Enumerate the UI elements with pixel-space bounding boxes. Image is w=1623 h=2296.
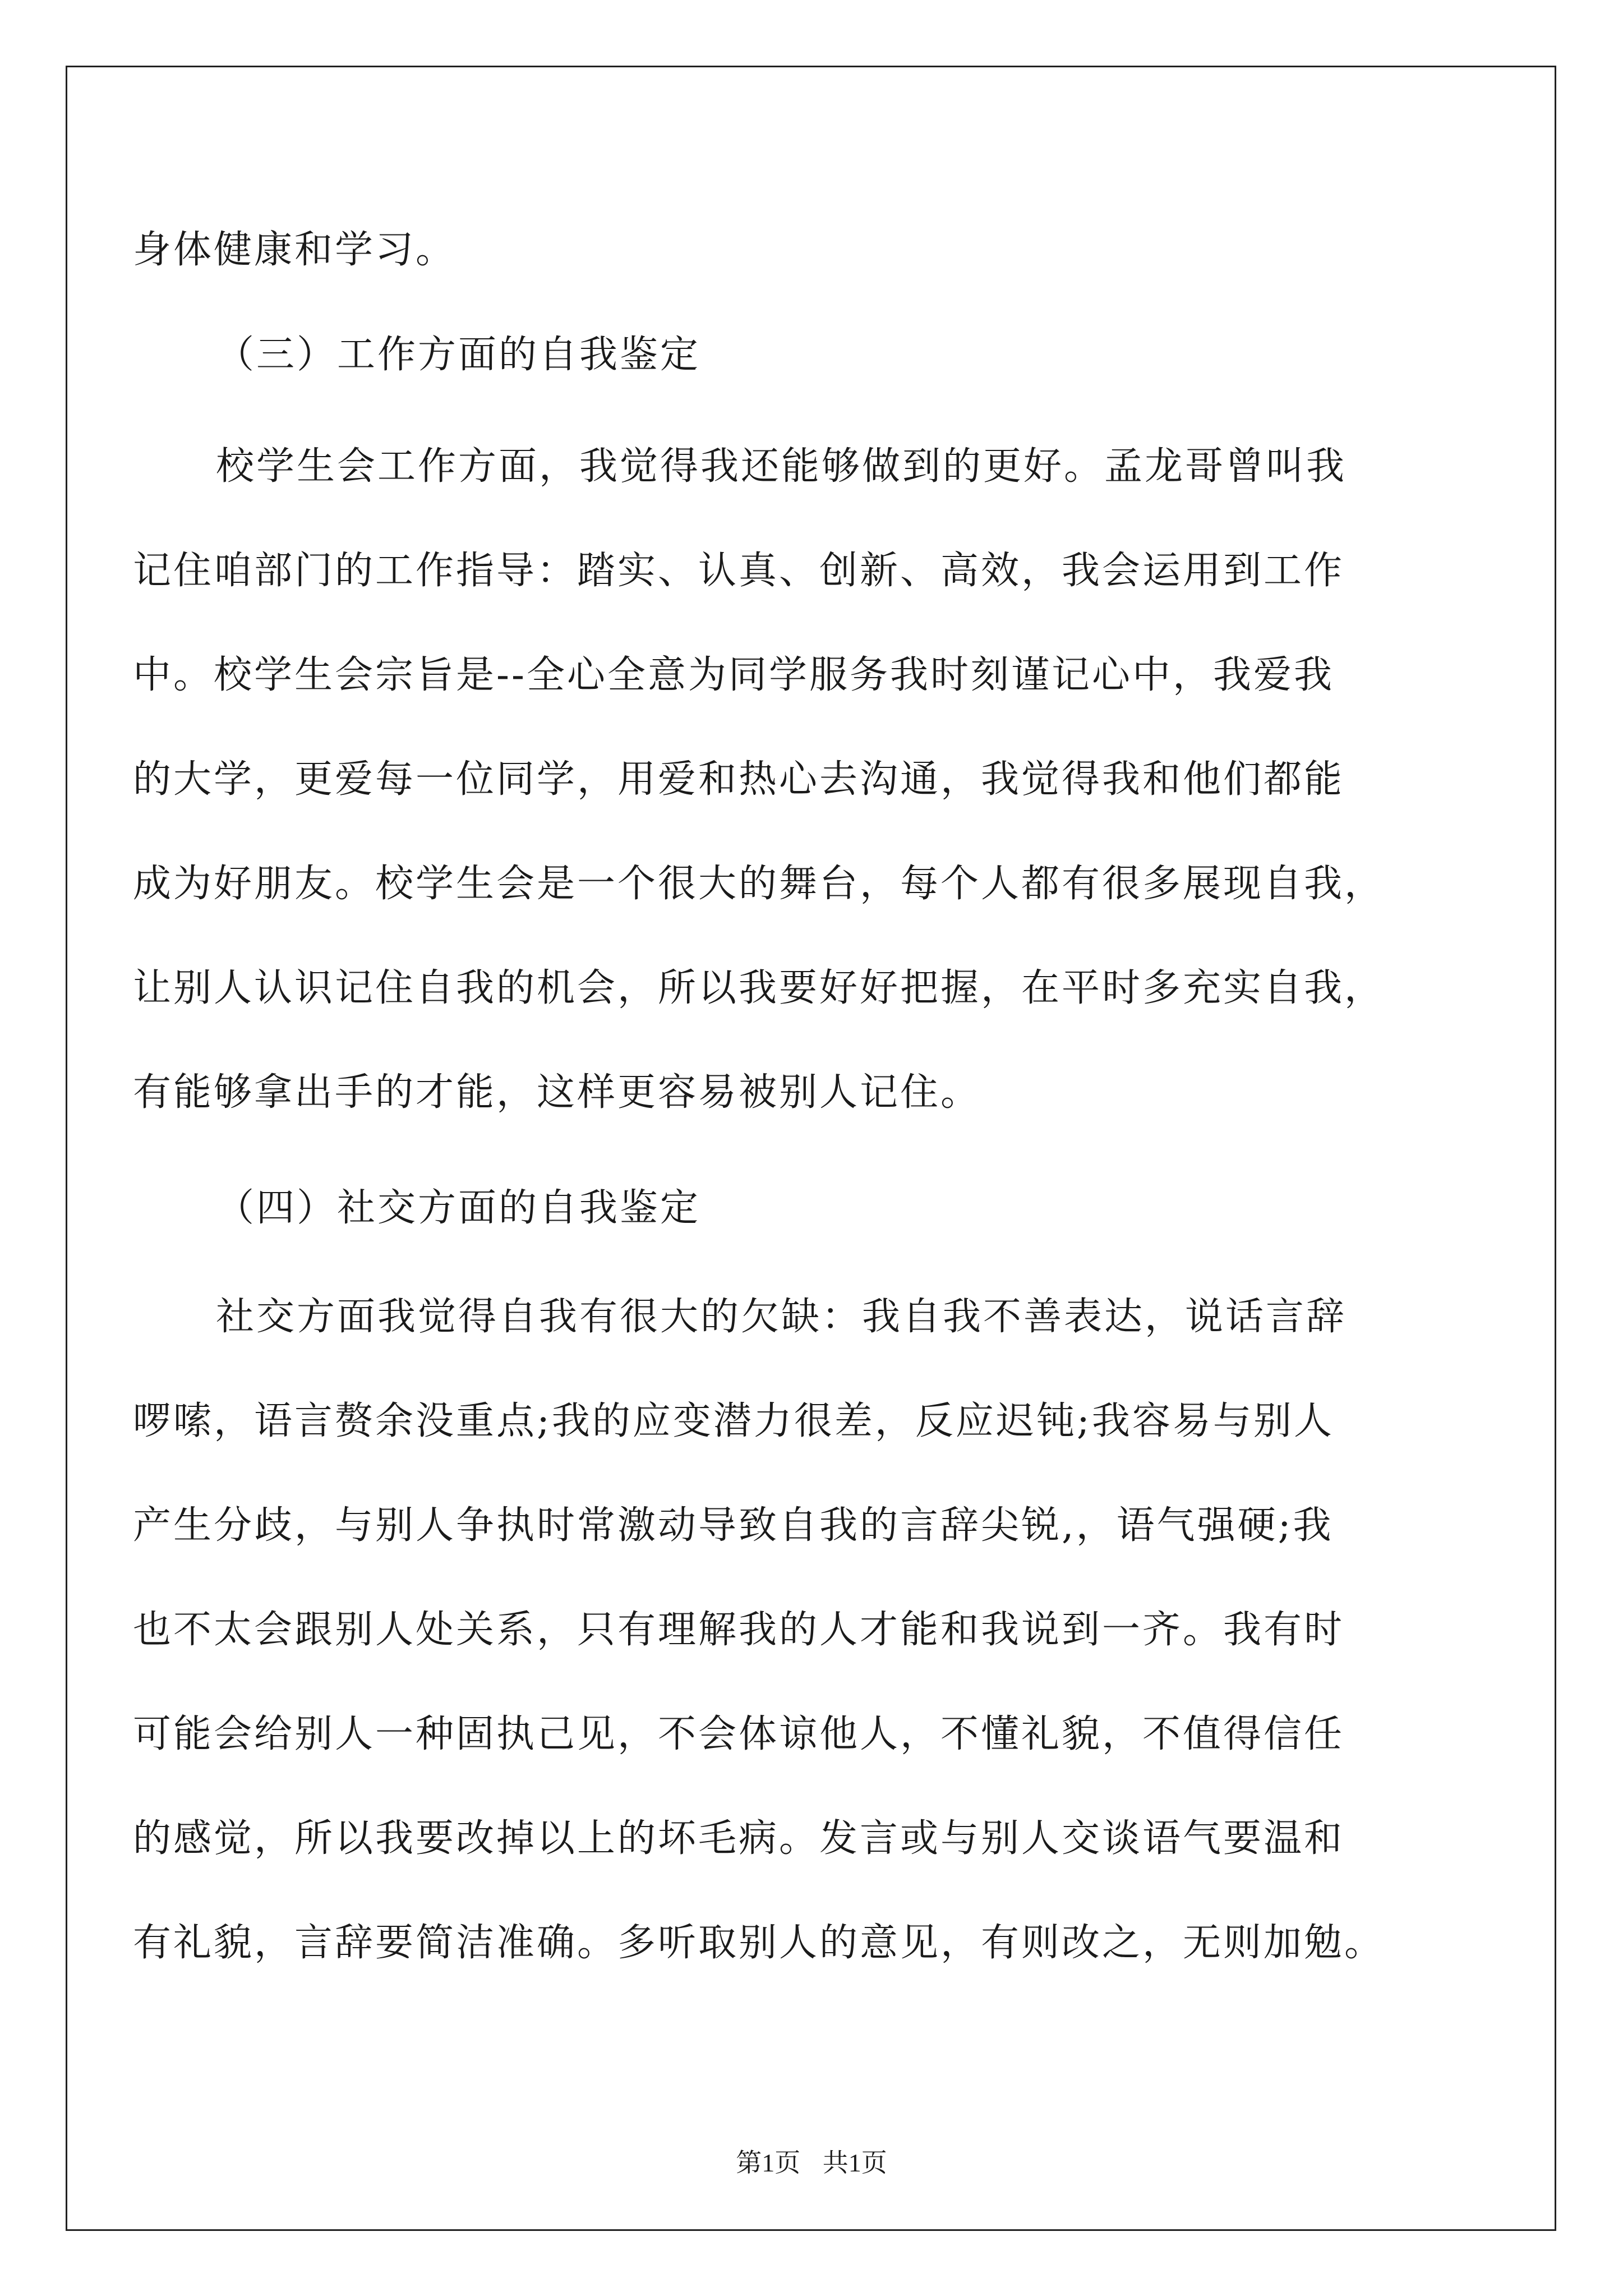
page-number-total: 共1页 — [822, 2148, 887, 2177]
paragraph-line: 的感觉，所以我要改掉以上的坏毛病。发言或与别人交谈语气要温和 — [133, 1816, 1345, 1861]
paragraph-line: 有能够拿出手的才能，这样更容易被别人记住。 — [133, 1070, 981, 1115]
paragraph-line: 身体健康和学习。 — [133, 228, 457, 272]
section-heading-work: （三）工作方面的自我鉴定 — [216, 333, 701, 377]
paragraph-line: 产生分歧，与别人争执时常激动导致自我的言辞尖锐,，语气强硬;我 — [133, 1503, 1334, 1548]
page-border — [66, 66, 1556, 2231]
paragraph-line: 有礼貌，言辞要简洁准确。多听取别人的意见，有则改之，无则加勉。 — [133, 1921, 1385, 1965]
paragraph-line: 让别人认识记住自我的机会，所以我要好好把握，在平时多充实自我， — [133, 966, 1385, 1010]
section-heading-social: （四）社交方面的自我鉴定 — [216, 1186, 701, 1230]
paragraph-line: 的大学，更爱每一位同学，用爱和热心去沟通，我觉得我和他们都能 — [133, 757, 1345, 802]
page-footer — [0, 2146, 1623, 2180]
paragraph-line: 可能会给别人一种固执己见，不会体谅他人，不懂礼貌，不值得信任 — [133, 1712, 1345, 1756]
paragraph-line: 中。校学生会宗旨是--全心全意为同学服务我时刻谨记心中，我爱我 — [133, 653, 1334, 697]
paragraph-line: 校学生会工作方面，我觉得我还能够做到的更好。孟龙哥曾叫我 — [216, 444, 1347, 489]
paragraph-line: 也不太会跟别人处关系，只有理解我的人才能和我说到一齐。我有时 — [133, 1608, 1345, 1652]
paragraph-line: 成为好朋友。校学生会是一个很大的舞台，每个人都有很多展现自我， — [133, 862, 1385, 906]
paragraph-line: 啰嗦，语言赘余没重点;我的应变潜力很差，反应迟钝;我容易与别人 — [133, 1399, 1334, 1443]
page-number-current: 第1页 — [736, 2148, 801, 2177]
paragraph-line: 记住咱部门的工作指导：踏实、认真、创新、高效，我会运用到工作 — [133, 549, 1345, 593]
paragraph-line: 社交方面我觉得自我有很大的欠缺：我自我不善表达，说话言辞 — [216, 1295, 1347, 1339]
